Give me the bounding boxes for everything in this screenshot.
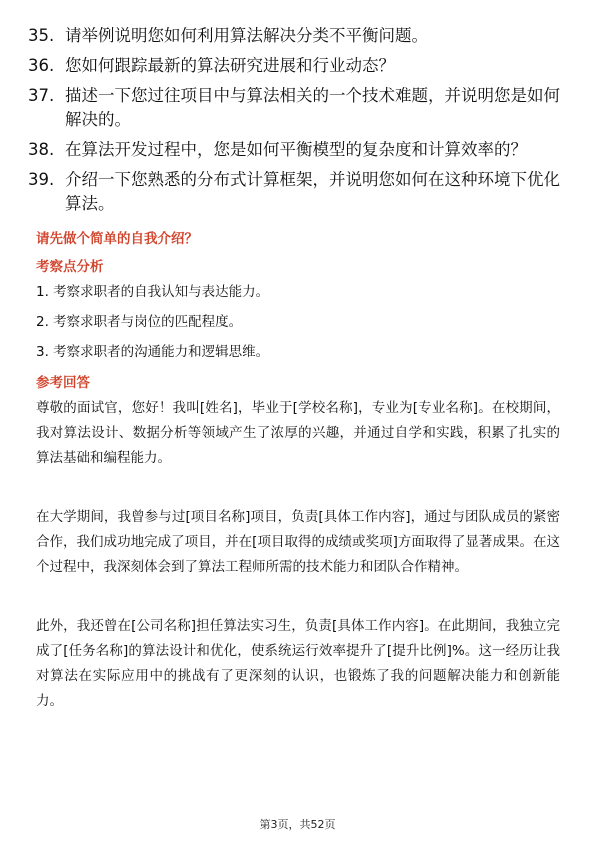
list-item (28, 138, 568, 162)
question-number: 39. (28, 170, 55, 189)
answer-question-title: 请先做个简单的自我介绍？ (36, 231, 198, 247)
question-text: 描述一下您过往项目中与算法相关的一个技术难题，并说明您是如何解决的。 (65, 86, 560, 129)
question-text: 介绍一下您熟悉的分布式计算框架，并说明您如何在这种环境下优化算法。 (65, 170, 560, 213)
analysis-point: 3. 考察求职者的沟通能力和逻辑思维。 (36, 344, 270, 360)
answer-paragraph: 尊敬的面试官，您好！我叫[姓名]，毕业于[学校名称]，专业为[专业名称]。在校期间，我对算法设计、数据分析等领域产生了浓厚的兴趣，并通过自学和实践，积累了扎实的算法基础和编程能力。 (36, 400, 560, 466)
answer-paragraph: 此外，我还曾在[公司名称]担任算法实习生，负责[具体工作内容]。在此期间，我独立完成了[任务名称]的算法设计和优化，使系统运行效率提升了[提升比例]%。这一经历让我对算法在实际应用中的挑战有了更深刻的认识，也锻炼了我的问题解决能力和创新能力。 (36, 618, 560, 709)
question-number: 35. (28, 26, 55, 45)
question-number: 37. (28, 86, 55, 105)
list-item (28, 168, 568, 216)
list-item (28, 84, 568, 132)
analysis-point: 2. 考察求职者与岗位的匹配程度。 (36, 314, 243, 330)
list-item (28, 54, 568, 78)
analysis-heading: 考察点分析 (36, 259, 104, 275)
answer-section (36, 228, 560, 748)
question-text: 您如何跟踪最新的算法研究进展和行业动态？ (65, 56, 395, 75)
list-item (28, 24, 568, 48)
page-indicator: 第3页，共52页 (259, 818, 336, 831)
analysis-point: 1. 考察求职者的自我认知与表达能力。 (36, 284, 270, 300)
question-text: 在算法开发过程中，您是如何平衡模型的复杂度和计算效率的？ (65, 140, 527, 159)
question-number: 36. (28, 56, 55, 75)
reference-heading: 参考回答 (36, 375, 90, 391)
question-text: 请举例说明您如何利用算法解决分类不平衡问题。 (65, 26, 428, 45)
answer-paragraph: 在大学期间，我曾参与过[项目名称]项目，负责[具体工作内容]，通过与团队成员的紧密合作，我们成功地完成了项目，并在[项目取得的成绩或奖项]方面取得了显著成果。在这个过程中，我深刻体会到了算法工程师所需的技术能力和团队合作精神。 (36, 509, 560, 575)
question-number: 38. (28, 140, 55, 159)
analysis-points (36, 282, 560, 362)
question-list (28, 24, 568, 222)
